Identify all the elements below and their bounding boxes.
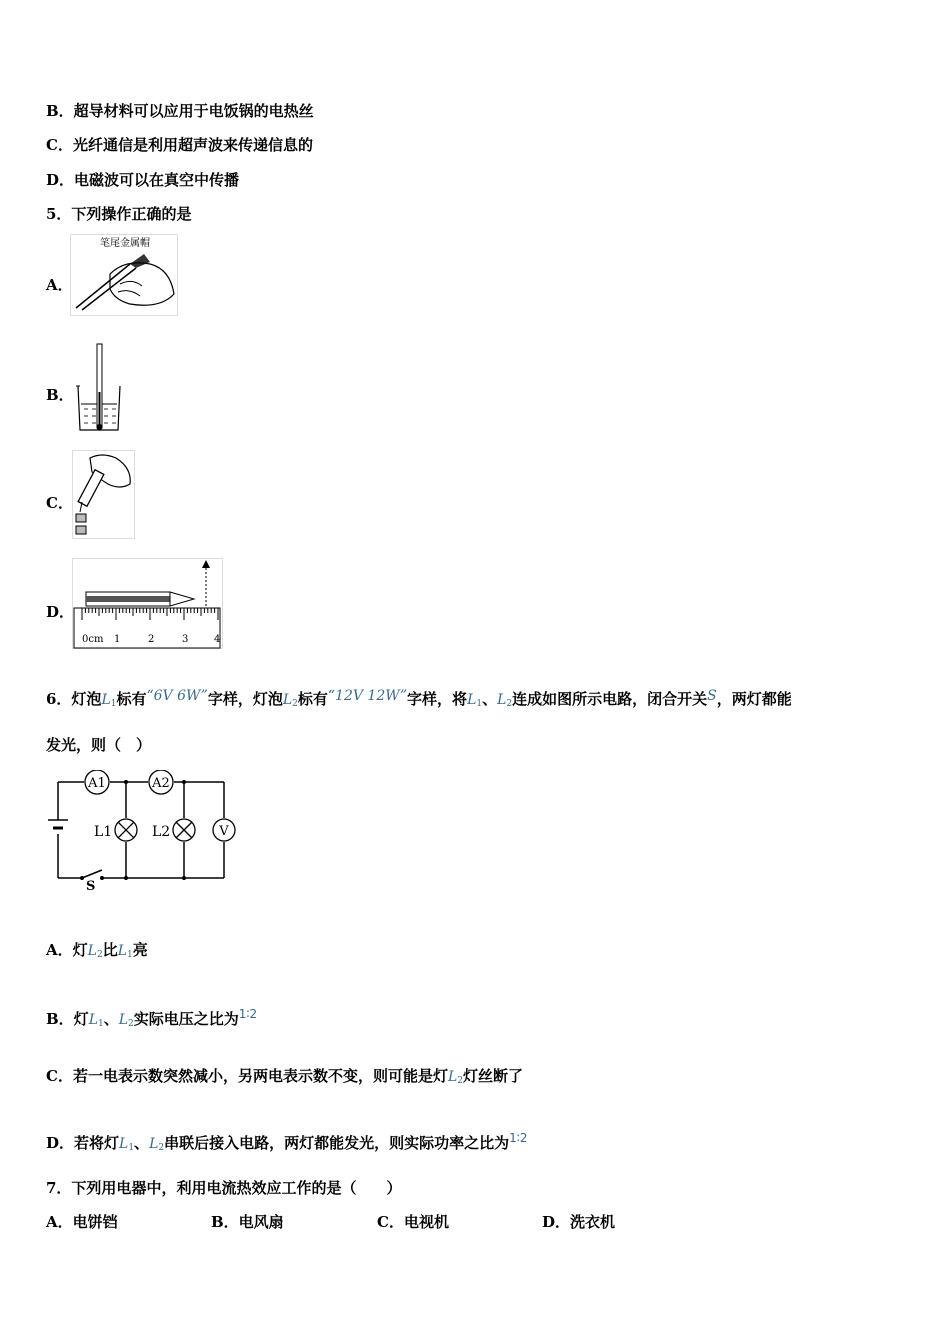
ruler-label-2: 2 [148,634,155,645]
q5-option-a-label: A． [46,276,73,294]
q7-options [46,1212,615,1232]
q6-option-d: D．若将灯L1、L2串联后接入电路，两灯都能发光，则实际功率之比为$^{1∶2}$ [46,1131,528,1153]
q6-option-b: B．灯L1、L2实际电压之比为$^{1∶2}$ [46,1007,258,1029]
ruler-label-0: 0cm [82,634,104,645]
q6-stem-line2: 发光，则（ ） [46,736,152,754]
circuit-diagram [46,770,238,892]
q4-option-b: B．超导材料可以应用于电饭锅的电热丝 [46,102,314,120]
l2-spec: “12V 12W” [327,688,408,704]
ruler-label-3: 3 [182,634,189,645]
ammeter-a2-label: A2 [152,776,170,791]
q5-option-c-label: C． [46,494,73,512]
q6-option-a: A．灯L2比L1亮 [46,941,148,960]
switch-label: S [86,879,96,892]
q5-option-b-label: B． [46,386,74,404]
q6-stem-line1: 6．灯泡L1标有“6V 6W”字样，灯泡L2标有“12V 12W”字样，将L1、L2连成如图所示电路，闭合开关S，两灯都能 [46,688,792,709]
q5-option-d-label: D． [46,603,75,621]
q6-option-c: C．若一电表示数突然减小，另两电表示数不变，则可能是灯L2灯丝断了 [46,1067,523,1086]
q7-stem: 7．下列用电器中，利用电流热效应工作的是（ ） [46,1179,402,1197]
voltmeter-label: V [219,824,229,839]
q7-option-a: A．电饼铛 [46,1213,118,1231]
q4-option-d: D．电磁波可以在真空中传播 [46,171,240,189]
l1-spec: “6V 6W” [146,688,208,704]
figure-caption: 笔尾金属帽 [100,238,150,249]
thermometer-beaker-figure [74,342,124,434]
ruler-label-1: 1 [114,634,121,645]
ruler-label-4: 4 [214,634,221,645]
lamp-l2-label: L2 [152,824,171,840]
test-pencil-figure [70,234,178,316]
q7-option-c: C．电视机 [377,1213,449,1231]
ruler-pencil-figure [72,558,224,650]
q7-option-d: D．洗衣机 [542,1213,616,1231]
lamp-l1-label: L1 [94,824,113,840]
spring-scale-figure [72,450,136,540]
q4-option-c: C．光纤通信是利用超声波来传递信息的 [46,136,313,154]
q7-option-b: B．电风扇 [211,1213,284,1231]
q5-stem: 5．下列操作正确的是 [46,205,192,223]
ammeter-a1-label: A1 [88,776,106,791]
